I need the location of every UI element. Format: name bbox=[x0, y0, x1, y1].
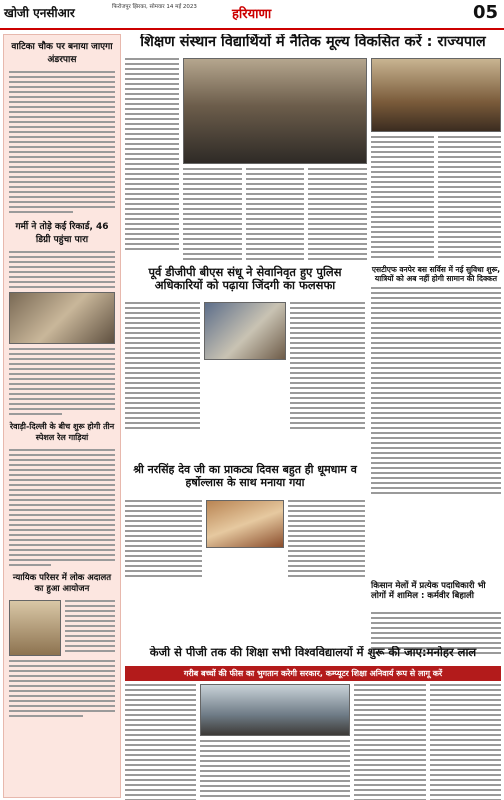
lead-cols-below-photo bbox=[183, 168, 367, 263]
masthead bbox=[0, 0, 504, 30]
left-story2-body bbox=[9, 251, 115, 288]
left-story1-body bbox=[9, 71, 115, 213]
story3-body bbox=[125, 500, 365, 580]
cm-meeting-photo bbox=[200, 684, 350, 736]
left-story2-body-2 bbox=[9, 348, 115, 415]
lead-headline: शिक्षण संस्थान विद्यार्थियों में नैतिक मूल्य विकसित करें : राज्यपाल bbox=[140, 34, 486, 50]
main-area bbox=[125, 34, 501, 678]
story5-headline: किसान मेलों में प्रत्येक पदाधिकारी भी लोगों में शामिल : कर्मवीर बिहाली bbox=[371, 581, 486, 601]
date-line: फिरोजपुर झिरका, सोमवार 14 मई 2023 bbox=[112, 4, 197, 10]
lead-col1 bbox=[125, 58, 179, 253]
left-story4-body bbox=[65, 600, 115, 656]
left-story4-body-2 bbox=[9, 660, 115, 717]
story2-headline: पूर्व डीजीपी बीएस संधू ने सेवानिवृत हुए पुलिस अधिकारियों को पढ़ाया जिंदगी का फलसफा bbox=[148, 265, 342, 293]
section-title: हरियाणा bbox=[232, 7, 272, 22]
story2-body bbox=[125, 302, 365, 432]
left-story4-headline: न्यायिक परिसर में लोक अदालत का हुआ आयोजन bbox=[12, 573, 112, 594]
left-story3-body bbox=[9, 449, 115, 566]
right-column-stories bbox=[371, 266, 501, 497]
left-column bbox=[3, 34, 121, 798]
court-photo bbox=[9, 600, 61, 656]
page-number: 05 bbox=[472, 2, 498, 23]
convocation-photo bbox=[183, 58, 367, 164]
narsingh-photo bbox=[206, 500, 284, 548]
story6-body bbox=[125, 684, 501, 800]
left-story2-headline: गर्मी ने तोड़े कई रिकार्ड, 46 डिग्री पहुंचा पारा bbox=[15, 222, 109, 245]
lead-right-cols bbox=[371, 136, 501, 261]
heat-photo bbox=[9, 292, 115, 344]
governor-photo bbox=[371, 58, 501, 132]
story6-headline: केजी से पीजी तक की शिक्षा सभी विश्वविद्यालयों में शुरू की जाए:मनोहर लाल bbox=[149, 646, 477, 659]
newspaper-logo: खोजी एनसीआर bbox=[4, 6, 75, 20]
story6-subhead: गरीब बच्चों की फीस का भुगतान करेगी सरकार, कम्प्यूटर शिक्षा अनिवार्य रूप से लागू करें bbox=[125, 666, 501, 681]
left-story3-headline: रेवाड़ी-दिल्ली के बीच शुरू होगी तीन स्पेशल रेल गाड़ियां bbox=[9, 422, 115, 442]
story3-headline: श्री नरसिंह देव जी का प्राकट्य दिवस बहुत ही धूमधाम व हर्षोल्लास के साथ मनाया गया bbox=[133, 463, 357, 489]
police-officers-photo bbox=[204, 302, 286, 360]
left-story1-headline: वाटिका चौक पर बनाया जाएगा अंडरपास bbox=[11, 42, 113, 65]
story4-headline: एसटीएफ वनपेर बस सर्विस में नई सुविधा शुरू, यात्रियों को अब नहीं होगी सामान की दिक्कत bbox=[371, 265, 501, 283]
